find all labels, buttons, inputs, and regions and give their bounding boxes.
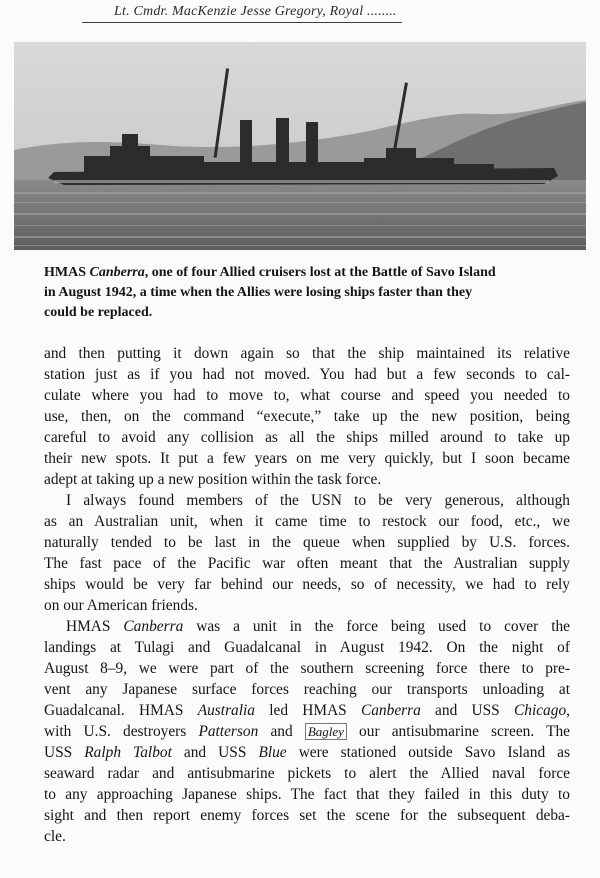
body-line [44,553,570,574]
body-text-run: and [258,723,305,740]
body-text-run: station just as if you had not moved. You had but a few seconds to cal- [44,366,570,383]
body-line [44,784,570,805]
body-text-run: their new spots. It put a few years on me very quickly, but I soon became [44,450,570,467]
caption-line [44,283,564,303]
body-text-run: Guadalcanal. HMAS [44,702,198,719]
body-text-run: vent any Japanese surface forces reaching our transports unloading at [44,681,570,698]
italic-name: Ralph Talbot [84,744,172,761]
body-text-run: naturally tended to be last in the queue when supplied by U.S. forces. [44,534,570,551]
body-text-run: and USS [171,744,259,761]
body-text-run: cle. [44,828,66,845]
body-line [44,721,570,742]
body-line [44,637,570,658]
body-text-run: USS [44,744,85,761]
italic-name: Australia [197,702,255,719]
italic-name: Chicago [513,702,567,719]
italic-name: Canberra [360,702,421,719]
body-text-run: were stationed outside Savo Island as [286,744,570,761]
body-text-run: culate where you had to move to, what course and speed you needed to [44,387,570,404]
caption-text: , one of four Allied cruisers lost at the Battle of Savo Island [144,265,496,280]
body-line [44,700,570,721]
caption-text: Canberra [89,265,145,280]
body-line [44,364,570,385]
body-text-run: led HMAS [255,702,361,719]
italic-name: Blue [258,744,287,761]
caption-text: HMAS [44,265,90,280]
body-line [44,742,570,763]
body-line [44,448,570,469]
body-text-run: I always found members of the USN to be very generous, although [66,492,570,509]
body-line [44,427,570,448]
body-line [44,385,570,406]
body-text-run: HMAS [66,618,124,635]
body-line [44,595,570,616]
running-head [0,0,600,28]
caption-line [44,263,564,283]
body-line [44,763,570,784]
body-text-run: and then putting it down again so that the ship maintained its relative [44,345,570,362]
body-line [44,469,570,490]
body-text-run: , [566,702,570,719]
running-head-text: Lt. Cmdr. MacKenzie Jesse Gregory, Royal ........ [114,4,397,19]
body-text-run: as an Australian unit, when it came time to restock our food, etc., we [44,513,570,530]
ship-photograph [14,42,586,250]
italic-name: Canberra [123,618,184,635]
body-line [44,805,570,826]
body-line [44,532,570,553]
body-text-run: careful to avoid any collision as all the ships milled around to take up [44,429,570,446]
italic-name: Patterson [198,723,259,740]
body-text-run: August 8–9, we were part of the southern screening force there to pre- [44,660,570,677]
body-text-run: on our American friends. [44,597,198,614]
body-line [44,490,570,511]
body-line [44,343,570,364]
body-text-run: sight and then report enemy forces set the scene for the subsequent deba- [44,807,570,824]
caption-text: in August 1942, a time when the Allies were losing ships faster than they [44,285,473,300]
body-text-run: use, then, on the command “execute,” take up the new position, being [44,408,570,425]
body-line [44,406,570,427]
ship-photo-illustration [14,42,586,250]
running-head-rule [82,22,402,23]
body-text-run: to any approaching Japanese ships. The fact that they failed in this duty to [44,786,570,803]
body-text-run: our antisubmarine screen. The [346,723,570,740]
body-line [44,826,570,847]
photo-caption [44,263,564,323]
caption-line [44,303,564,323]
body-line [44,679,570,700]
body-text [44,343,570,847]
body-line [44,511,570,532]
body-text-run: with U.S. destroyers [44,723,199,740]
body-text-run: ships would be very far behind our needs, so of necessity, we had to rely [44,576,570,593]
body-text-run: landings at Tulagi and Guadalcanal in August 1942. On the night of [44,639,570,656]
body-text-run: seaward radar and antisubmarine pickets to alert the Allied naval force [44,765,570,782]
body-line [44,616,570,637]
body-text-run: was a unit in the force being used to cover the [183,618,570,635]
body-text-run: The fast pace of the Pacific war often meant that the Australian supply [44,555,570,572]
boxed-word: Bagley [305,723,347,740]
body-line [44,658,570,679]
caption-text: could be replaced. [44,305,153,320]
body-line [44,574,570,595]
body-text-run: and USS [420,702,514,719]
body-text-run: adept at taking up a new position within the task force. [44,471,382,488]
